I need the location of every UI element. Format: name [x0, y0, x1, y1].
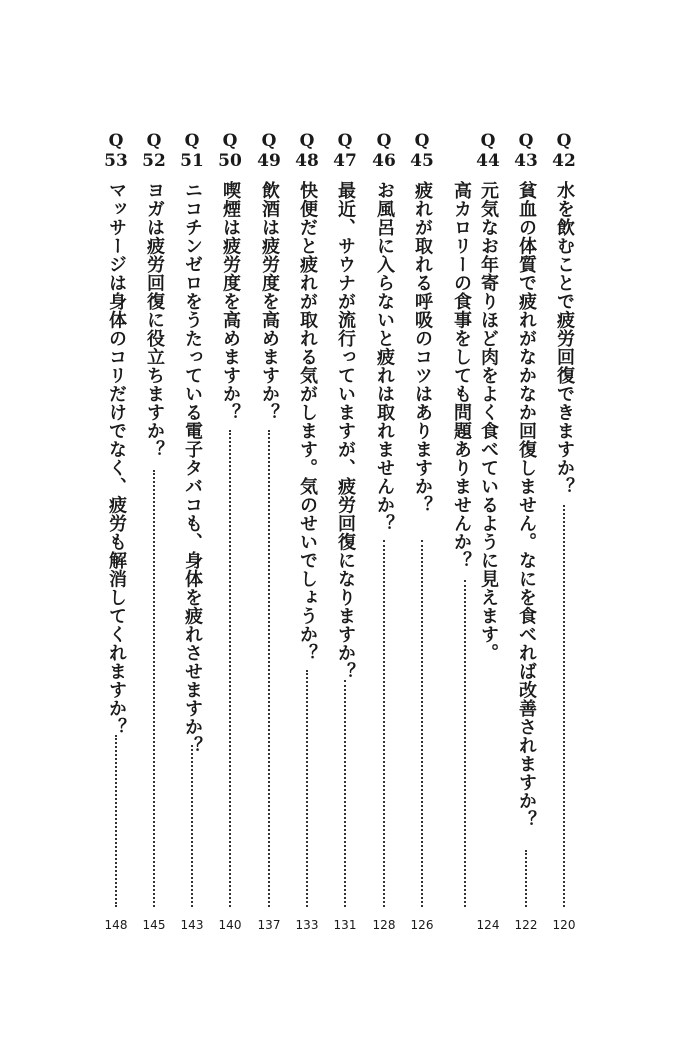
leader-dots — [268, 430, 270, 907]
question-text: 水を飲むことで疲労回復できますか？ — [554, 181, 575, 496]
page-number: 145 — [142, 918, 166, 932]
question-text: ニコチンゼロをうたっている電子タバコも、身体を疲れさせますか？ — [182, 181, 203, 755]
leader-dots — [525, 850, 527, 907]
question-number: 53 — [104, 151, 128, 171]
page-number: 126 — [410, 918, 434, 932]
question-text: ヨガは疲労回復に役立ちますか？ — [144, 181, 165, 459]
page-number: 133 — [295, 918, 319, 932]
toc-entry[interactable] — [511, 0, 541, 1039]
page-number: 124 — [476, 918, 500, 932]
question-label: Q — [337, 131, 353, 151]
question-text: 高カロリーの食事をしても問題ありませんか？ — [451, 181, 472, 570]
toc-entry[interactable] — [369, 0, 399, 1039]
leader-dots — [563, 505, 565, 907]
question-text: 飲酒は疲労度を高めますか？ — [259, 181, 280, 422]
leader-dots — [229, 430, 231, 907]
question-label: Q — [518, 131, 534, 151]
question-number: 46 — [372, 151, 396, 171]
question-number: 51 — [180, 151, 204, 171]
page-number: 143 — [180, 918, 204, 932]
toc-entry[interactable] — [292, 0, 322, 1039]
question-number: 49 — [257, 151, 281, 171]
question-text: 快便だと疲れが取れる気がします。気のせいでしょうか？ — [297, 181, 318, 662]
question-text: マッサージは身体のコリだけでなく、疲労も解消してくれますか？ — [106, 181, 127, 736]
question-label: Q — [556, 131, 572, 151]
question-number: 47 — [333, 151, 357, 171]
question-text: 疲れが取れる呼吸のコツはありますか？ — [412, 181, 433, 514]
question-number: 50 — [218, 151, 242, 171]
question-number: 48 — [295, 151, 319, 171]
leader-dots — [191, 745, 193, 907]
toc-entry[interactable] — [101, 0, 131, 1039]
leader-dots — [115, 735, 117, 907]
page-number: 137 — [257, 918, 281, 932]
toc-entry-continuation — [446, 0, 476, 1039]
leader-dots — [464, 580, 466, 907]
question-text: 最近、サウナが流行っていますが、疲労回復になりますか？ — [335, 181, 356, 681]
leader-dots — [344, 680, 346, 907]
page-number: 122 — [514, 918, 538, 932]
question-text: 元気なお年寄りほど肉をよく食べているように見えます。 — [478, 181, 499, 662]
question-number: 52 — [142, 151, 166, 171]
toc-entry[interactable] — [215, 0, 245, 1039]
leader-dots — [306, 670, 308, 907]
question-label: Q — [299, 131, 315, 151]
toc-entry[interactable] — [549, 0, 579, 1039]
question-text: 喫煙は疲労度を高めますか？ — [220, 181, 241, 422]
question-label: Q — [261, 131, 277, 151]
toc-entry[interactable] — [330, 0, 360, 1039]
toc-entry[interactable] — [177, 0, 207, 1039]
question-label: Q — [414, 131, 430, 151]
question-label: Q — [376, 131, 392, 151]
toc-entry[interactable] — [407, 0, 437, 1039]
question-label: Q — [108, 131, 124, 151]
page-number: 148 — [104, 918, 128, 932]
toc-entry[interactable] — [139, 0, 169, 1039]
page-number: 128 — [372, 918, 396, 932]
toc-entry[interactable] — [254, 0, 284, 1039]
question-label: Q — [146, 131, 162, 151]
question-number: 42 — [552, 151, 576, 171]
page-number: 120 — [552, 918, 576, 932]
question-label: Q — [222, 131, 238, 151]
question-text: お風呂に入らないと疲れは取れませんか？ — [374, 181, 395, 533]
question-label: Q — [184, 131, 200, 151]
question-number: 43 — [514, 151, 538, 171]
leader-dots — [153, 470, 155, 907]
toc-entry[interactable] — [473, 0, 503, 1039]
leader-dots — [383, 540, 385, 907]
question-text: 貧血の体質で疲れがなかなか回復しません。なにを食べれば改善されますか？ — [516, 181, 537, 829]
question-number: 45 — [410, 151, 434, 171]
page-number: 140 — [218, 918, 242, 932]
question-number: 44 — [476, 151, 500, 171]
page-number: 131 — [333, 918, 357, 932]
question-label: Q — [480, 131, 496, 151]
leader-dots — [421, 540, 423, 907]
